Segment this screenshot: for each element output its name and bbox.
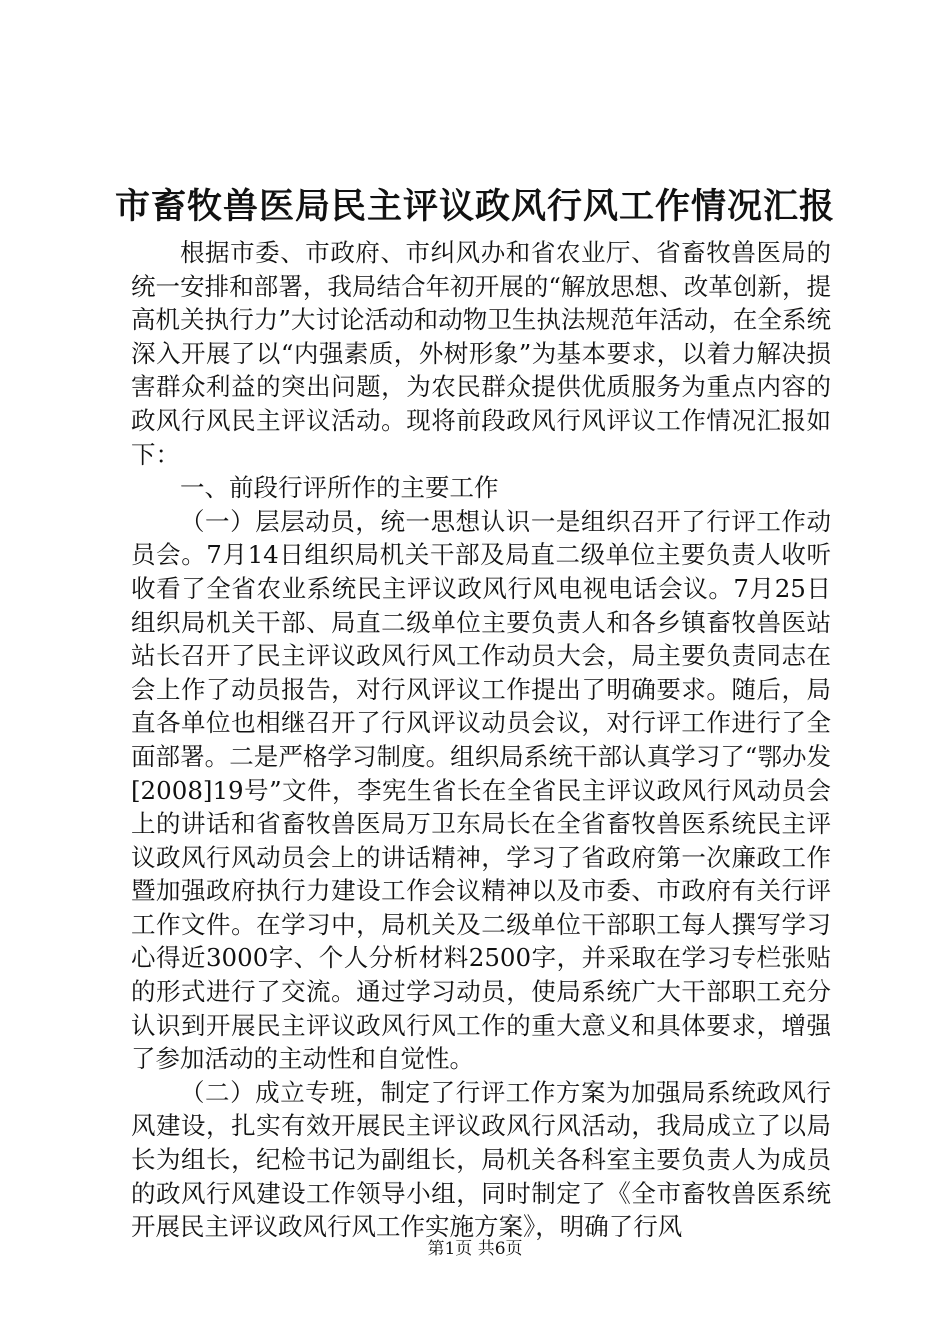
page-footer: 第1页 共6页 [427,1239,523,1259]
document-body [131,236,831,1244]
subsection-2-paragraph: （二）成立专班，制定了行评工作方案为加强局系统政风行风建设，扎实有效开展民主评议政风行风活动，我局成立了以局长为组长，纪检书记为副组长，局机关各科室主要负责人为成员的政风行风建设工作领导小组，同时制定了《全市畜牧兽医系统开展民主评议政风行风工作实施方案》，明确了行风 [131,1077,831,1242]
section-heading: 一、前段行评所作的主要工作 [180,473,499,503]
subsection-1-paragraph: （一）层层动员，统一思想认识一是组织召开了行评工作动员会。7月14日组织局机关干部及局直二级单位主要负责人收听收看了全省农业系统民主评议政风行风电视电话会议。7月25日组织局机关干部、局直二级单位主要负责人和各乡镇畜牧兽医站站长召开了民主评议政风行风工作动员大会，局主要负责同志在会上作了动员报告，对行风评议工作提出了明确要求。随后，局直各单位也相继召开了行风评议动员会议，对行评工作进行了全面部署。二是严格学习制度。组织局系统干部认真学习了“鄂办发[2008]19号”文件，李宪生省长在全省民主评议政风行风动员会上的讲话和省畜牧兽医局万卫东局长在全省畜牧兽医系统民主评议政风行风动员会上的讲话精神，学习了省政府第一次廉政工作暨加强政府执行力建设工作会议精神以及市委、市政府有关行评工作文件。在学习中，局机关及二级单位干部职工每人撰写学习心得近3000字、个人分析材料2500字，并采取在学习专栏张贴的形式进行了交流。通过学习动员，使局系统广大干部职工充分认识到开展民主评议政风行风工作的重大意义和具体要求，增强了参加活动的主动性和自觉性。 [131,506,831,1074]
document-title: 市畜牧兽医局民主评议政风行风工作情况汇报 [114,186,835,227]
intro-paragraph: 根据市委、市政府、市纠风办和省农业厅、省畜牧兽医局的统一安排和部署，我局结合年初开展的“解放思想、改革创新，提高机关执行力”大讨论活动和动物卫生执法规范年活动，在全系统深入开展了以“内强素质，外树形象”为基本要求，以着力解决损害群众利益的突出问题，为农民群众提供优质服务为重点内容的政风行风民主评议活动。现将前段政风行风评议工作情况汇报如下： [131,238,831,469]
